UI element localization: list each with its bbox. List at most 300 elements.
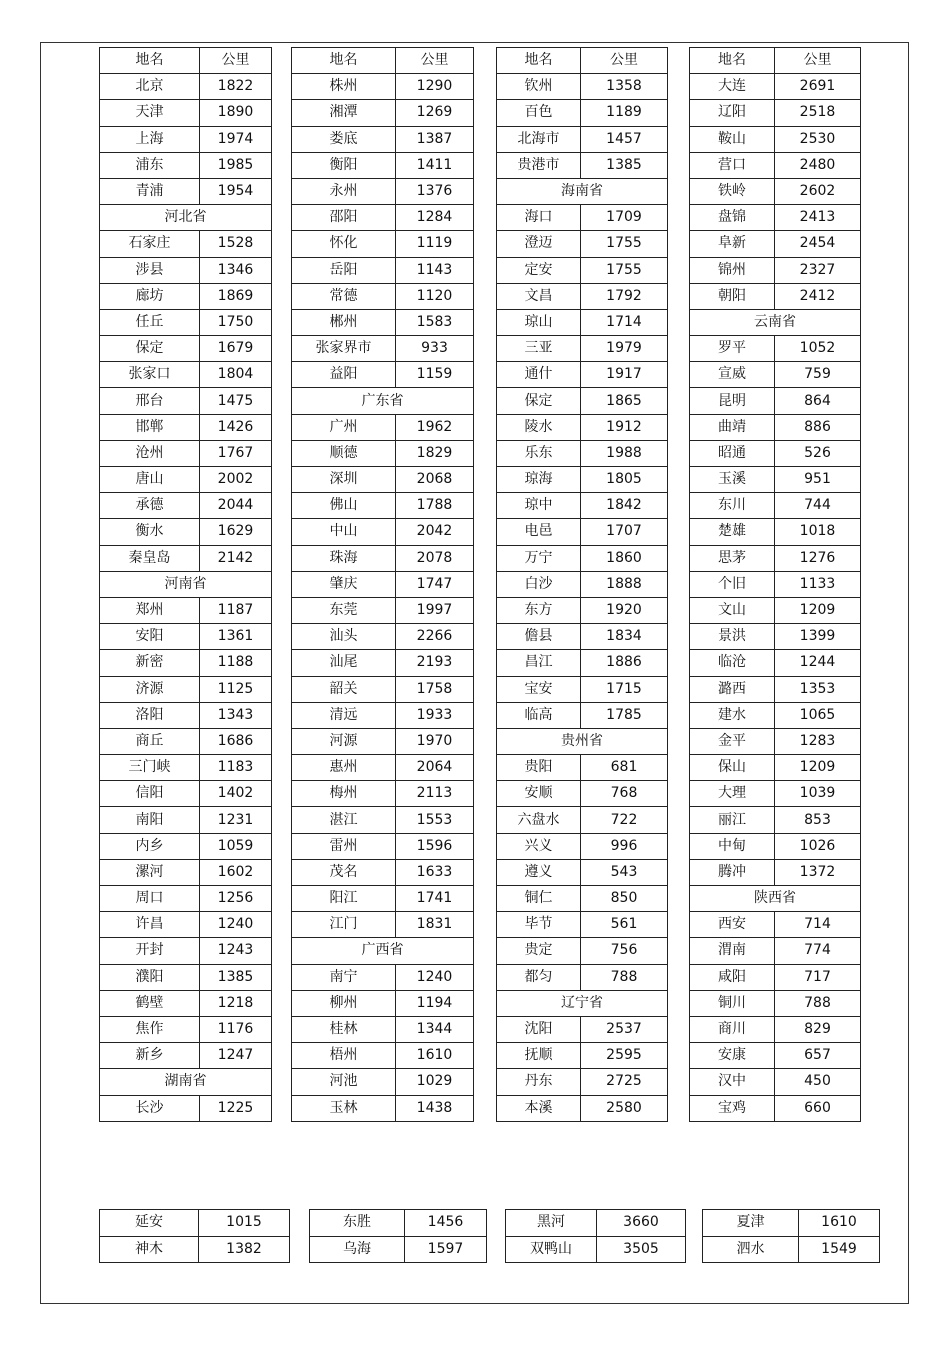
table-row	[497, 467, 668, 493]
table-row	[292, 231, 474, 257]
distance-km: 1387	[396, 126, 474, 152]
table-row	[100, 1043, 272, 1069]
place-name: 琼山	[497, 309, 581, 335]
table-row	[497, 807, 668, 833]
header-place-name: 地名	[292, 48, 396, 74]
place-name: 百色	[497, 100, 581, 126]
table-row	[690, 362, 861, 388]
distance-km: 1346	[200, 257, 272, 283]
table-row	[497, 781, 668, 807]
place-name: 都匀	[497, 964, 581, 990]
place-name: 新乡	[100, 1043, 200, 1069]
table-row	[497, 1016, 668, 1042]
table-row	[690, 440, 861, 466]
distance-km: 1244	[775, 650, 861, 676]
distance-km: 1143	[396, 257, 474, 283]
bottom-table-2	[309, 1209, 487, 1263]
distance-km: 864	[775, 388, 861, 414]
place-name: 西安	[690, 912, 775, 938]
table-row	[100, 859, 272, 885]
place-name: 东莞	[292, 597, 396, 623]
table-row	[100, 833, 272, 859]
distance-km: 1979	[581, 336, 668, 362]
table-row	[100, 440, 272, 466]
distance-km: 1402	[200, 781, 272, 807]
distance-km: 1385	[581, 152, 668, 178]
table-row	[497, 1043, 668, 1069]
place-name: 宝安	[497, 676, 581, 702]
place-name: 顺德	[292, 440, 396, 466]
distance-km: 933	[396, 336, 474, 362]
table-row	[690, 728, 861, 754]
table-row	[292, 336, 474, 362]
distance-km: 1209	[775, 597, 861, 623]
distance-km: 1633	[396, 859, 474, 885]
table-row	[497, 152, 668, 178]
distance-km: 1583	[396, 309, 474, 335]
table-row	[292, 597, 474, 623]
place-name: 张家界市	[292, 336, 396, 362]
distance-km: 2327	[775, 257, 861, 283]
place-name: 任丘	[100, 309, 200, 335]
place-name: 邯郸	[100, 414, 200, 440]
place-name: 澄迈	[497, 231, 581, 257]
distance-km: 1610	[396, 1043, 474, 1069]
header-row	[100, 48, 272, 74]
distance-km: 2602	[775, 178, 861, 204]
place-name: 儋县	[497, 624, 581, 650]
place-name: 定安	[497, 257, 581, 283]
distance-km: 1159	[396, 362, 474, 388]
distance-km: 759	[775, 362, 861, 388]
distance-km: 2193	[396, 650, 474, 676]
distance-km: 660	[775, 1095, 861, 1121]
place-name: 商丘	[100, 728, 200, 754]
place-name: 泗水	[703, 1236, 799, 1263]
place-name: 建水	[690, 702, 775, 728]
distance-km: 543	[581, 859, 668, 885]
table-row	[497, 912, 668, 938]
distance-km: 1610	[799, 1210, 880, 1237]
distance-km: 1788	[396, 493, 474, 519]
place-name: 中甸	[690, 833, 775, 859]
place-name: 毕节	[497, 912, 581, 938]
distance-km: 850	[581, 886, 668, 912]
place-name: 曲靖	[690, 414, 775, 440]
table-row	[100, 1016, 272, 1042]
table-row	[100, 755, 272, 781]
place-name: 南阳	[100, 807, 200, 833]
table-row	[497, 597, 668, 623]
place-name: 夏津	[703, 1210, 799, 1237]
header-place-name: 地名	[100, 48, 200, 74]
table-row	[690, 833, 861, 859]
place-name: 益阳	[292, 362, 396, 388]
place-name: 铁岭	[690, 178, 775, 204]
distance-km: 714	[775, 912, 861, 938]
table-row	[497, 650, 668, 676]
distance-km: 1276	[775, 545, 861, 571]
table-row	[100, 283, 272, 309]
distance-km: 450	[775, 1069, 861, 1095]
distance-km: 2113	[396, 781, 474, 807]
header-kilometers: 公里	[581, 48, 668, 74]
place-name: 保山	[690, 755, 775, 781]
distance-km: 2537	[581, 1016, 668, 1042]
table-row	[506, 1210, 686, 1237]
place-name: 新密	[100, 650, 200, 676]
province-row	[100, 571, 272, 597]
distance-km: 1189	[581, 100, 668, 126]
place-name: 陵水	[497, 414, 581, 440]
place-name: 郑州	[100, 597, 200, 623]
distance-table-4	[689, 47, 861, 1122]
place-name: 北海市	[497, 126, 581, 152]
distance-km: 1888	[581, 571, 668, 597]
table-row	[690, 519, 861, 545]
distance-km: 1456	[405, 1210, 487, 1237]
table-row	[100, 493, 272, 519]
table-row	[690, 859, 861, 885]
table-row	[292, 100, 474, 126]
place-name: 桂林	[292, 1016, 396, 1042]
place-name: 阳江	[292, 886, 396, 912]
place-name: 渭南	[690, 938, 775, 964]
table-row	[100, 807, 272, 833]
header-row	[690, 48, 861, 74]
place-name: 万宁	[497, 545, 581, 571]
distance-km: 561	[581, 912, 668, 938]
distance-km: 1553	[396, 807, 474, 833]
place-name: 浦东	[100, 152, 200, 178]
distance-km: 1187	[200, 597, 272, 623]
distance-km: 788	[775, 990, 861, 1016]
distance-km: 1343	[200, 702, 272, 728]
place-name: 通什	[497, 362, 581, 388]
table-row	[690, 571, 861, 597]
table-row	[292, 912, 474, 938]
distance-km: 1018	[775, 519, 861, 545]
table-row	[690, 755, 861, 781]
place-name: 娄底	[292, 126, 396, 152]
table-row	[292, 309, 474, 335]
table-row	[292, 205, 474, 231]
table-row	[100, 597, 272, 623]
distance-km: 1372	[775, 859, 861, 885]
place-name: 开封	[100, 938, 200, 964]
distance-km: 886	[775, 414, 861, 440]
distance-km: 1119	[396, 231, 474, 257]
table-row	[100, 126, 272, 152]
table-row	[292, 728, 474, 754]
distance-km: 1974	[200, 126, 272, 152]
place-name: 临沧	[690, 650, 775, 676]
distance-km: 1353	[775, 676, 861, 702]
distance-km: 1361	[200, 624, 272, 650]
table-row	[690, 178, 861, 204]
distance-km: 1283	[775, 728, 861, 754]
place-name: 东方	[497, 597, 581, 623]
table-row	[497, 624, 668, 650]
place-name: 鹤壁	[100, 990, 200, 1016]
place-name: 罗平	[690, 336, 775, 362]
distance-km: 717	[775, 964, 861, 990]
bottom-table-4	[702, 1209, 880, 1263]
place-name: 乐东	[497, 440, 581, 466]
table-row	[690, 336, 861, 362]
distance-km: 1059	[200, 833, 272, 859]
distance-km: 2413	[775, 205, 861, 231]
place-name: 清远	[292, 702, 396, 728]
place-name: 深圳	[292, 467, 396, 493]
distance-km: 2002	[200, 467, 272, 493]
place-name: 上海	[100, 126, 200, 152]
place-name: 双鸭山	[506, 1236, 597, 1263]
place-name: 南宁	[292, 964, 396, 990]
table-row	[497, 938, 668, 964]
place-name: 洛阳	[100, 702, 200, 728]
province-row	[100, 205, 272, 231]
province-name: 广西省	[292, 938, 474, 964]
distance-km: 1183	[200, 755, 272, 781]
distance-km: 1917	[581, 362, 668, 388]
place-name: 辽阳	[690, 100, 775, 126]
distance-km: 1026	[775, 833, 861, 859]
table-row	[100, 1236, 290, 1263]
distance-km: 1133	[775, 571, 861, 597]
table-row	[497, 205, 668, 231]
distance-km: 1457	[581, 126, 668, 152]
distance-km: 1792	[581, 283, 668, 309]
distance-km: 1385	[200, 964, 272, 990]
distance-km: 1988	[581, 440, 668, 466]
distance-km: 1831	[396, 912, 474, 938]
place-name: 承德	[100, 493, 200, 519]
place-name: 营口	[690, 152, 775, 178]
table-row	[497, 493, 668, 519]
place-name: 韶关	[292, 676, 396, 702]
table-row	[690, 100, 861, 126]
place-name: 兴义	[497, 833, 581, 859]
place-name: 中山	[292, 519, 396, 545]
distance-km: 2266	[396, 624, 474, 650]
table-row	[690, 388, 861, 414]
place-name: 北京	[100, 74, 200, 100]
table-row	[292, 964, 474, 990]
place-name: 铜仁	[497, 886, 581, 912]
table-row	[497, 440, 668, 466]
distance-km: 1438	[396, 1095, 474, 1121]
distance-km: 1829	[396, 440, 474, 466]
place-name: 常德	[292, 283, 396, 309]
distance-km: 1209	[775, 755, 861, 781]
table-row	[690, 781, 861, 807]
table-row	[690, 126, 861, 152]
table-row	[690, 938, 861, 964]
table-row	[292, 1043, 474, 1069]
distance-km: 1920	[581, 597, 668, 623]
distance-km: 2412	[775, 283, 861, 309]
table-row	[100, 1210, 290, 1237]
distance-km: 853	[775, 807, 861, 833]
table-row	[497, 859, 668, 885]
place-name: 梅州	[292, 781, 396, 807]
table-row	[292, 624, 474, 650]
table-row	[292, 807, 474, 833]
table-row	[690, 964, 861, 990]
distance-km: 657	[775, 1043, 861, 1069]
distance-km: 1755	[581, 257, 668, 283]
distance-km: 1243	[200, 938, 272, 964]
distance-km: 1602	[200, 859, 272, 885]
place-name: 邵阳	[292, 205, 396, 231]
distance-km: 996	[581, 833, 668, 859]
place-name: 佛山	[292, 493, 396, 519]
province-name: 海南省	[497, 178, 668, 204]
province-row	[690, 309, 861, 335]
province-row	[690, 886, 861, 912]
place-name: 衡水	[100, 519, 200, 545]
place-name: 许昌	[100, 912, 200, 938]
header-row	[497, 48, 668, 74]
place-name: 汕尾	[292, 650, 396, 676]
place-name: 盘锦	[690, 205, 775, 231]
distance-km: 1741	[396, 886, 474, 912]
place-name: 锦州	[690, 257, 775, 283]
table-row	[690, 1043, 861, 1069]
province-row	[497, 990, 668, 1016]
province-name: 贵州省	[497, 728, 668, 754]
table-row	[497, 545, 668, 571]
distance-km: 2064	[396, 755, 474, 781]
distance-km: 1707	[581, 519, 668, 545]
distance-km: 768	[581, 781, 668, 807]
province-name: 广东省	[292, 388, 474, 414]
distance-km: 1411	[396, 152, 474, 178]
distance-km: 1865	[581, 388, 668, 414]
distance-km: 1755	[581, 231, 668, 257]
place-name: 昭通	[690, 440, 775, 466]
table-row	[292, 467, 474, 493]
table-row	[310, 1236, 487, 1263]
distance-km: 1284	[396, 205, 474, 231]
place-name: 腾冲	[690, 859, 775, 885]
place-name: 株州	[292, 74, 396, 100]
place-name: 东胜	[310, 1210, 405, 1237]
table-row	[497, 309, 668, 335]
table-row	[292, 781, 474, 807]
distance-km: 1399	[775, 624, 861, 650]
place-name: 焦作	[100, 1016, 200, 1042]
place-name: 汕头	[292, 624, 396, 650]
place-name: 周口	[100, 886, 200, 912]
place-name: 秦皇岛	[100, 545, 200, 571]
distance-km: 1629	[200, 519, 272, 545]
table-row	[690, 414, 861, 440]
distance-km: 2691	[775, 74, 861, 100]
table-row	[100, 650, 272, 676]
place-name: 茂名	[292, 859, 396, 885]
place-name: 衡阳	[292, 152, 396, 178]
table-row	[292, 755, 474, 781]
place-name: 丹东	[497, 1069, 581, 1095]
header-kilometers: 公里	[775, 48, 861, 74]
table-row	[690, 990, 861, 1016]
distance-km: 1715	[581, 676, 668, 702]
place-name: 张家口	[100, 362, 200, 388]
place-name: 琼海	[497, 467, 581, 493]
table-row	[497, 702, 668, 728]
table-row	[690, 467, 861, 493]
place-name: 涉县	[100, 257, 200, 283]
place-name: 湘潭	[292, 100, 396, 126]
place-name: 广州	[292, 414, 396, 440]
place-name: 宝鸡	[690, 1095, 775, 1121]
province-name: 云南省	[690, 309, 861, 335]
place-name: 海口	[497, 205, 581, 231]
place-name: 惠州	[292, 755, 396, 781]
table-row	[690, 257, 861, 283]
distance-km: 1039	[775, 781, 861, 807]
table-row	[703, 1210, 880, 1237]
distance-km: 1015	[199, 1210, 290, 1237]
distance-km: 1290	[396, 74, 474, 100]
place-name: 安阳	[100, 624, 200, 650]
distance-km: 1528	[200, 231, 272, 257]
distance-km: 1686	[200, 728, 272, 754]
table-row	[497, 755, 668, 781]
distance-km: 1596	[396, 833, 474, 859]
place-name: 丽江	[690, 807, 775, 833]
place-name: 电邑	[497, 519, 581, 545]
distance-km: 1382	[199, 1236, 290, 1263]
place-name: 东川	[690, 493, 775, 519]
place-name: 咸阳	[690, 964, 775, 990]
distance-km: 2595	[581, 1043, 668, 1069]
table-row	[292, 545, 474, 571]
distance-km: 1954	[200, 178, 272, 204]
distance-km: 3660	[597, 1210, 686, 1237]
distance-km: 2044	[200, 493, 272, 519]
place-name: 金平	[690, 728, 775, 754]
table-row	[310, 1210, 487, 1237]
province-name: 陕西省	[690, 886, 861, 912]
table-row	[100, 912, 272, 938]
table-row	[292, 702, 474, 728]
place-name: 保定	[100, 336, 200, 362]
place-name: 江门	[292, 912, 396, 938]
table-row	[497, 336, 668, 362]
table-row	[100, 938, 272, 964]
place-name: 长沙	[100, 1095, 200, 1121]
distance-km: 2142	[200, 545, 272, 571]
place-name: 阜新	[690, 231, 775, 257]
place-name: 本溪	[497, 1095, 581, 1121]
distance-km: 1247	[200, 1043, 272, 1069]
header-kilometers: 公里	[200, 48, 272, 74]
place-name: 保定	[497, 388, 581, 414]
table-row	[292, 859, 474, 885]
distance-km: 1256	[200, 886, 272, 912]
distance-km: 1240	[200, 912, 272, 938]
distance-km: 1869	[200, 283, 272, 309]
place-name: 安康	[690, 1043, 775, 1069]
distance-km: 1747	[396, 571, 474, 597]
distance-km: 1709	[581, 205, 668, 231]
place-name: 贵港市	[497, 152, 581, 178]
distance-km: 1376	[396, 178, 474, 204]
table-row	[497, 519, 668, 545]
